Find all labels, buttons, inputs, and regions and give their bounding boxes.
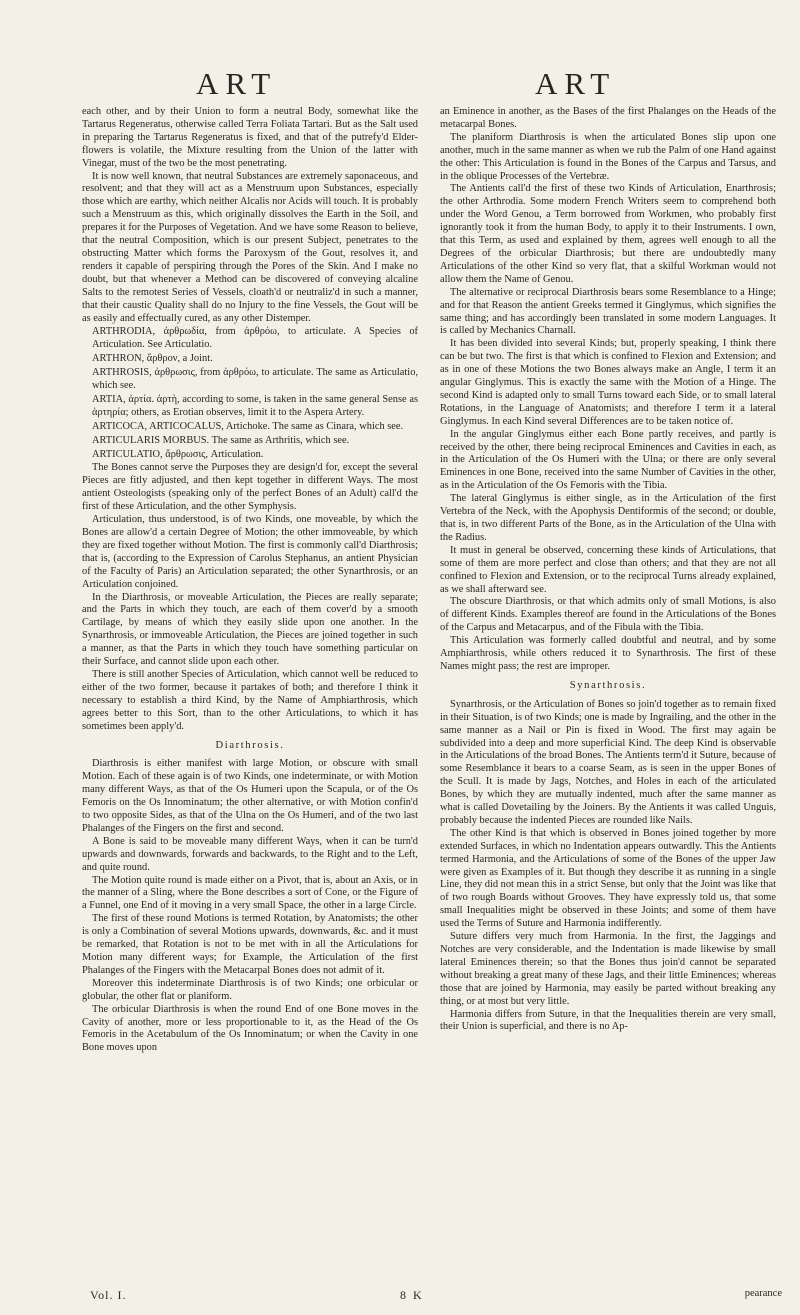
signature-mark: 8 K	[400, 1288, 424, 1302]
dictionary-entry-arthrosis: ARTHROSIS, ἀρθρωσις, from ἀρθρόω, to articulate. The same as Articulatio, which see.	[92, 367, 418, 392]
text-columns	[82, 106, 782, 1286]
paragraph: Diarthrosis is either manifest with large Motion, or obscure with small Motion. Each of these again is of two Kinds, one indeterminate, or with Motion many different Ways, as that of the Os Humeri upon the Scapula, or of the Os Femoris on the Os Innominatum; the other alternative, or with Motion confin'd to two opposite Sides, as that of the Ulna on the Os Humeri, and of the two last Phalanges of the Fingers on the first and second.	[82, 758, 418, 834]
dictionary-entry-articularis-morbus: ARTICULARIS MORBUS. The same as Arthritis, which see.	[92, 434, 350, 446]
paragraph: Articulation, thus understood, is of two Kinds, one moveable, by which the Bones are allow'd a certain Degree of Motion; the other immoveable, by which they are fixed together without Motion. The first is commonly call'd Diarthrosis; that is, (according to the Expression of Carolus Stephanus, an antient Physician of the Faculty of Paris) an Articulation separated; the other Synarthrosis, or an Articulation conjoined.	[82, 514, 418, 590]
paragraph: It has been divided into several Kinds; but, properly speaking, I think there can be but two. The first is that which is confined to Flexion and Extension; and as in one of these Motions the two Bones always make an Angle, I term it an angular Ginglymus. This is exactly the same with the Motion of a Hinge. The second Kind is adapted only to small Turns toward each Side, or to small lateral Rotations, in the Language of Anatomists; and therefore I term it a lateral Ginglymus. In each Kind several Differences are to be taken notice of.	[440, 338, 776, 427]
paragraph: The lateral Ginglymus is either single, as in the Articulation of the first Vertebra of the Neck, with the Apophysis Dentiformis of the second; or double, that is, in two different Parts of the Bone, as in the Articulation of the Ulna with the Radius.	[440, 493, 776, 543]
paragraph: The first of these round Motions is termed Rotation, by Anatomists; the other is only a Combination of several Motions upwards, downwards, &c. and it must be remarked, that Rotation is not to be met with in all the Articulations for Motion many different ways; for Example, the Articulation of the first Phalanges of the Fingers with the Metacarpal Bones does not admit of it.	[82, 913, 418, 976]
section-heading-diarthrosis: Diarthrosis.	[215, 739, 285, 751]
dictionary-entry-arthrodia: ARTHRODIA, ἀρθρωδία, from ἀρθρόω, to articulate. A Species of Articulation. See Articulatio.	[92, 326, 418, 351]
paragraph: The planiform Diarthrosis is when the articulated Bones slip upon one another, much in the same manner as when we rub the Palm of one Hand against the other: This Articulation is found in the Bones of the Carpus and Tarsus, and in the oblique Processes of the Vertebræ.	[440, 131, 776, 182]
paragraph: The orbicular Diarthrosis is when the round End of one Bone moves in the Cavity of another, more or less proportionable to it, as the Head of the Os Femoris in the Acetabulum of the Os Innominatum; or when the Cavity in one Bone moves upon	[82, 1003, 418, 1054]
dictionary-entry-arthron: ARTHRON, ἄρθρον, a Joint.	[92, 353, 213, 365]
paragraph: It must in general be observed, concerning these kinds of Articulations, that some of them are more perfect and close than others; and that they are not all confined to Flexion and Extension, or to the reciprocal Turns already explained, as we shall afterward see.	[440, 544, 776, 595]
paragraph: This Articulation was formerly called doubtful and neutral, and by some Amphiarthrosis, while others reduced it to Synarthrosis. The first of these Names might pass; the rest are improper.	[440, 635, 776, 672]
paragraph: The Bones cannot serve the Purposes they are design'd for, except the several Pieces are fitly adjusted, and then kept together in different Ways. The most antient Osteologists (speaking only of the perfect Bones of an Adult) call'd the first of these Articulation, and the other Symphysis.	[82, 462, 418, 513]
left-column	[82, 106, 418, 1286]
paragraph: In the Diarthrosis, or moveable Articulation, the Pieces are really separate; and the Parts in which they touch, are each of them cover'd by a smooth Cartilage, by means of which they easily slide upon one another. In the Synarthrosis, or immoveable Articulation, the Pieces are joined together in such a manner, as that the Parts in which they touch have something particular on their Surface, and cannot slide upon each other.	[82, 591, 418, 668]
section-heading-synarthrosis: Synarthrosis.	[569, 679, 647, 691]
paragraph: Harmonia differs from Suture, in that the Inequalities therein are very small, their Union is superficial, and there is no Ap-	[440, 1008, 776, 1033]
right-column	[440, 106, 776, 1286]
volume-label: Vol. I.	[90, 1288, 127, 1302]
running-head-left: ART	[196, 66, 278, 101]
paragraph: The alternative or reciprocal Diarthrosis bears some Resemblance to a Hinge; and for that Reason the antient Greeks termed it Ginglymus, which signifies the same thing; and has accordingly been translated in some modern Languages. It is called by Mechanics Charnall.	[440, 286, 776, 337]
paragraph: A Bone is said to be moveable many different Ways, when it can be turn'd upwards and downwards, forwards and backwards, to the Right and to the Left, and quite round.	[82, 835, 418, 873]
dictionary-entry-artia: ARTIA, ἀρτία. ἀρτὴ, according to some, is taken in the same general Sense as ἀρτηρία; others, as Erotian observes, limit it to the Aspera Artery.	[92, 393, 418, 418]
paragraph: The Motion quite round is made either on a Pivot, that is, about an Axis, or in the manner of a Sling, where the Bone describes a sort of Cone, or the Figure of a Funnel, one End of it moving in a very small Space, the other in a large Circle.	[82, 874, 418, 912]
running-head	[0, 66, 800, 106]
page-footer	[82, 1288, 782, 1308]
paragraph: The other Kind is that which is observed in Bones joined together by more extended Surfaces, in which no Indentation appears outwardly. This the Antients termed Harmonia, and the Articulations of some of the Bones of the upper Jaw were given as Examples of it. But though they describe it as running in a single Line, they did not mean this in a strict Sense, but only that the Joint was like that of two rough Boards without Grooves. They have expressly told us, that some small Inequalities might be observed in these Joints; and some of them have used the Terms of Suture and Harmonia indifferently.	[440, 827, 776, 930]
paragraph: Moreover this indeterminate Diarthrosis is of two Kinds; one orbicular or globular, the other flat or planiform.	[82, 977, 418, 1002]
paragraph: It is now well known, that neutral Substances are extremely saponaceous, and resolvent; and that they will act as a Menstruum upon Substances, especially those which are earthy, which neither Alcalis nor Acids will touch. It is probably such a Menstruum as this, which originally dissolves the Earth in the Soil, and prepares it for the Purposes of Vegetation. And we have some Reason to believe, that the neutral Composition, which is our present Subject, penetrates to the obstructing Matter which forms the Paroxysm of the Gout, resolves it, and renders it capable of perspiring through the Pores of the Skin. And I make no doubt, but that whenever a Method can be discovered of conveying alcaline Salts to the remotest Series of Vessels, cloath'd or neutraliz'd in such a manner, that their caustic Quality shall do no Injury to the fine Vessels, the Gout will be as easily and effectually cured, as any other Distemper.	[82, 170, 418, 324]
paragraph: each other, and by their Union to form a neutral Body, somewhat like the Tartarus Regeneratus, otherwise called Terra Foliata Tartari. But as the Salt used in preparing the Tartarus Regeneratus is fixed, and that of the putrefy'd Elder-flowers is volatile, the Mixture resulting from the Union of the latter with Vinegar, must of the two be the most penetrating.	[82, 106, 418, 169]
paragraph: an Eminence in another, as the Bases of the first Phalanges on the Heads of the metacarpal Bones.	[440, 106, 776, 130]
dictionary-entry-articoca: ARTICOCA, ARTICOCALUS, Artichoke. The same as Cinara, which see.	[92, 420, 404, 432]
paragraph: The Antients call'd the first of these two Kinds of Articulation, Enarthrosis; the other Arthrodia. Some modern French Writers seem to comprehend both under the Word Genou, a Term borrowed from Workmen, who probably first ignorantly took it from the human Body, to apply it to their Instruments. I own, that this Term, as used and explained by them, agrees well enough to all the Degrees of the orbicular Diarthrosis; but there are undoubtedly many Articulations of the other Kind so very flat, that a skilful Workman would not allow them the Name of Genou.	[440, 183, 776, 285]
paragraph: Synarthrosis, or the Articulation of Bones so join'd together as to remain fixed in their Situation, is of two Kinds; one is made by Ingrailing, and the other in the same manner as a Nail or Pin is fixed in Wood. The first may again be subdivided into a deep and more superficial Kind. The deep Kind is observable in the Articulations of the broad Bones. The Antients term'd it Suture, because of some Resemblance it bears to a coarse Seam, as is seen in the upper Bones of the Scull. It is made by Jags, Notches, and Holes in each of the articulated Bones, by which they are mutually indented, much after the same manner as what is called Dovetailing by the Joiners. By the Antients it was called Unguis, probably because the indented Pieces are rounded like Nails.	[440, 698, 776, 826]
paragraph: Suture differs very much from Harmonia. In the first, the Jaggings and Notches are very considerable, and the Indentation is made likewise by small lateral Eminences therein; so that the Bones thus join'd cannot be separated without breaking a great many of these Jags, and their little Eminences; whereas those that are joined by Harmonia, may easily be parted without breaking any thing, or at most but very little.	[440, 931, 776, 1007]
paragraph: There is still another Species of Articulation, which cannot well be reduced to either of the two former, because it partakes of both; and therefore I think it necessary to establish a third Kind, by the Name of Amphiarthrosis, which agrees better to this Sort, than to the other Articulations, to which it has sometimes been apply'd.	[82, 668, 418, 732]
running-head-right: ART	[535, 66, 617, 101]
paragraph: In the angular Ginglymus either each Bone partly receives, and partly is received by the other, there being reciprocal Eminences and Cavities in each, as in the Articulation of the Os Humeri with the Ulna; or there are only several Eminences in one Bone, received into the same Number of Cavities in the other, as in the Articulation of the Os Femoris with the Tibia.	[440, 428, 776, 492]
catchword: pearance	[744, 1288, 782, 1299]
dictionary-entry-articulatio: ARTICULATIO, ἄρθρωσις, Articulation.	[92, 448, 264, 460]
paragraph: The obscure Diarthrosis, or that which admits only of small Motions, is also of different Kinds. Examples thereof are found in the Articulations of the Bones of the Carpus and Metacarpus, and of the Fibula with the Tibia.	[440, 596, 776, 634]
